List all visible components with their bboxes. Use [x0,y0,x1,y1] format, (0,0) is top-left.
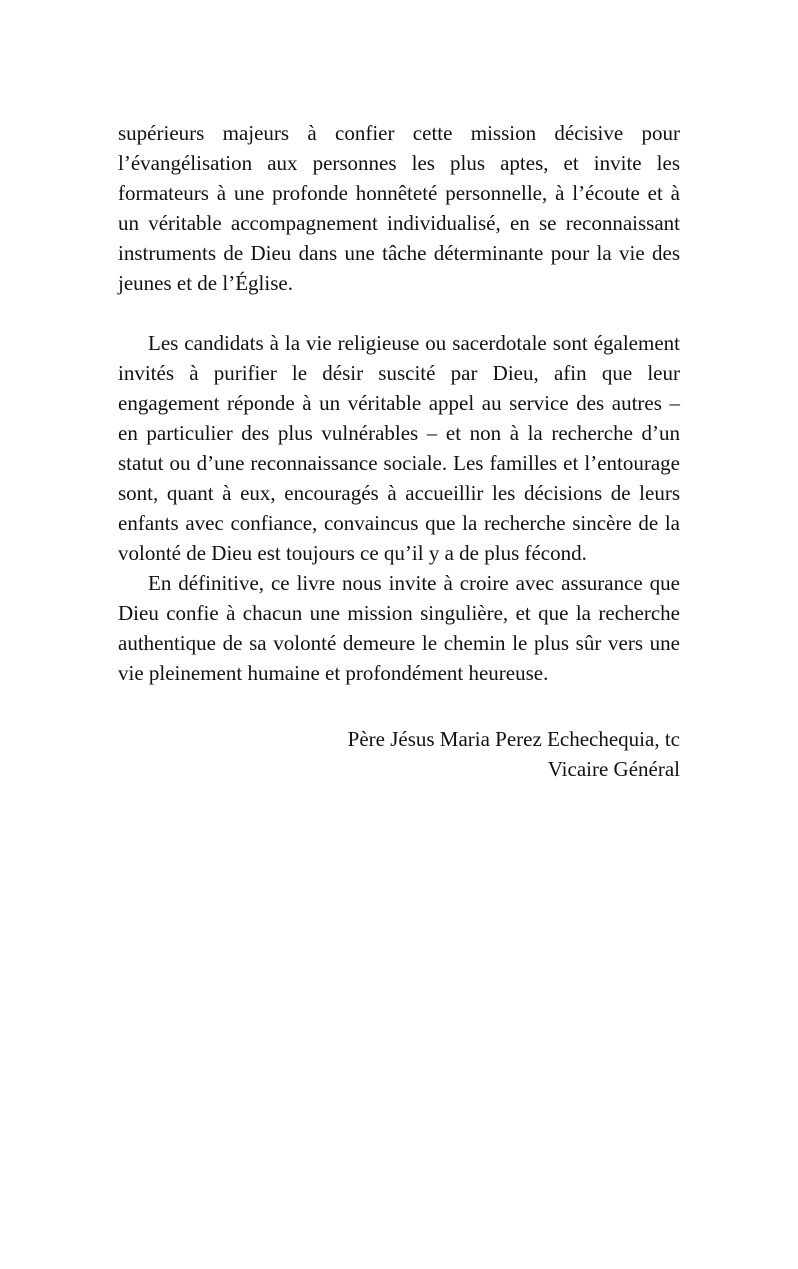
paragraph-continuation: supérieurs majeurs à confier cette mission décisive pour l’évangélisation aux personnes les plus aptes, et invite les formateurs à une profonde honnêteté personnelle, à l’écoute et à un véritable accompagnement individualisé, en se reconnaissant instruments de Dieu dans une tâche déterminante pour la vie des jeunes et de l’Église. [118,121,680,295]
paragraph-conclusion: En définitive, ce livre nous invite à croire avec assurance que Dieu confie à chacun une mission singulière, et que la recherche authentique de sa volonté demeure le chemin le plus sûr vers une vie pleinement humaine et profondément heureuse. [118,571,680,685]
paragraph-candidates: Les candidats à la vie religieuse ou sacerdotale sont également invités à purifier le désir suscité par Dieu, afin que leur engagement réponde à un véritable appel au service des autres – en particulier des plus vulnérables – et non à la recherche d’un statut ou d’une reconnaissance sociale. Les familles et l’entourage sont, quant à eux, encouragés à accueillir les décisions de leurs enfants avec confiance, convaincus que la recherche sincère de la volonté de Dieu est toujours ce qu’il y a de plus fécond. [118,331,680,565]
signature-block [118,724,680,784]
document-page [118,118,680,784]
signature-name: Père Jésus Maria Perez Echechequia, tc [347,727,680,751]
signature-title: Vicaire Général [547,757,680,781]
